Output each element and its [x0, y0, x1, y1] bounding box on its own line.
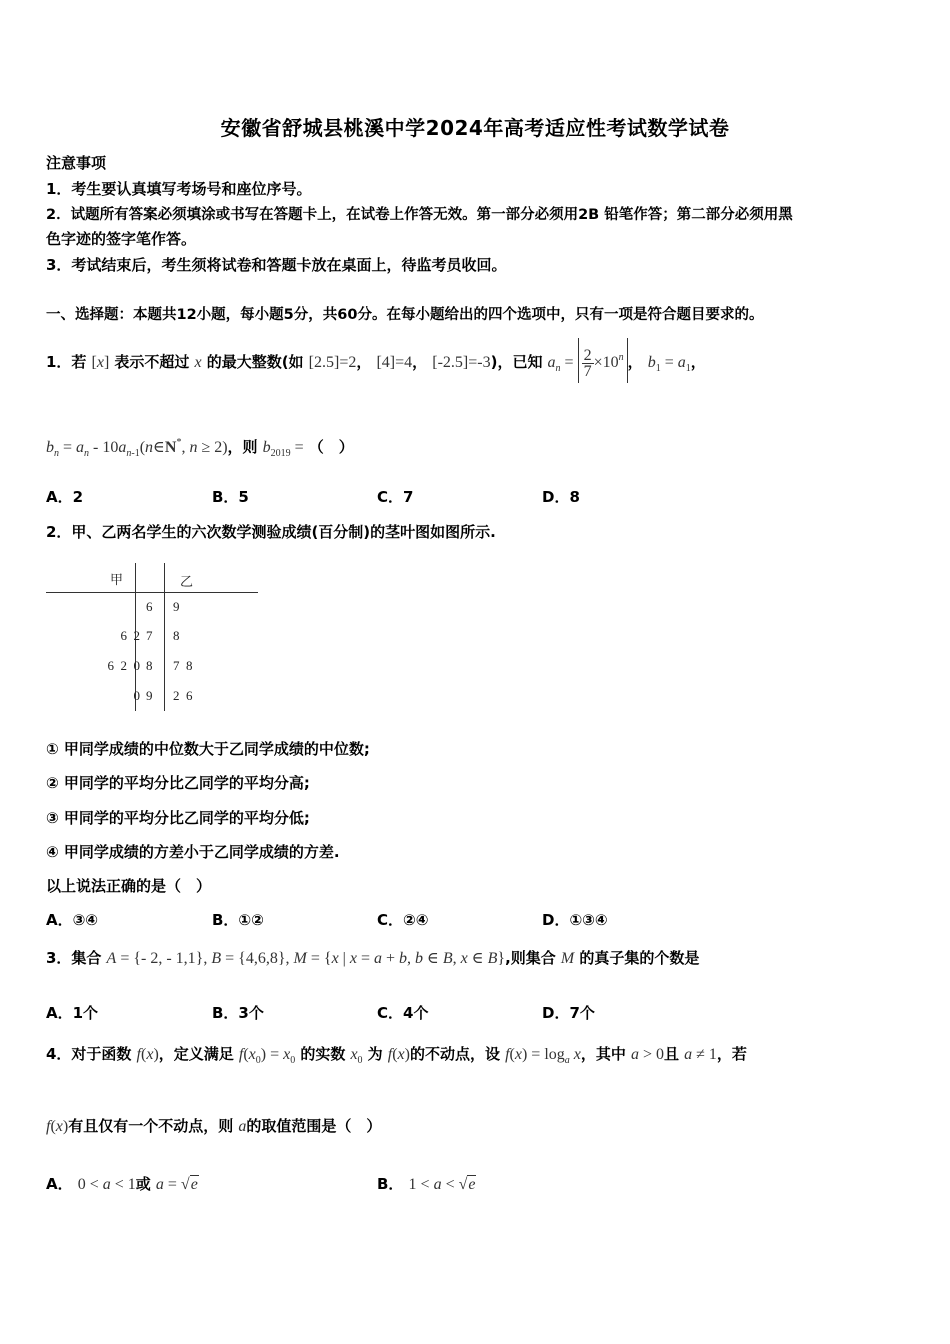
q1-option-b[interactable]: B．5 — [212, 488, 249, 506]
q2-statement-4: ④ 甲同学成绩的方差小于乙同学成绩的方差. — [46, 843, 340, 861]
math-example-1: [2.5]=2 — [308, 354, 357, 371]
math-sets: A = {- 2, - 1,1}, B = {4,6,8}, M = {x | x = a + b, b ∈ B, x ∈ B} — [106, 950, 506, 967]
q2-statement-1: ① 甲同学成绩的中位数大于乙同学成绩的中位数; — [46, 740, 370, 758]
plot-row-4-stem: 9 — [146, 688, 153, 703]
q2-option-a[interactable]: A．③④ — [46, 911, 99, 929]
question-4-line-1: 4．对于函数 f(x)，定义满足 $f(x_0) = x_0$ 的实数 $x_0$ 为 f(x)的不动点，设 $f(x) = \log_a x$，其中 a > 0且 a ≠ 1，若 — [46, 1045, 747, 1066]
q2-option-c[interactable]: C．②④ — [377, 911, 429, 929]
plot-row-4-right: 2 6 — [173, 688, 193, 703]
plot-row-3-stem: 8 — [146, 658, 153, 673]
section-heading: 一、选择题：本题共12小题，每小题5分，共60分。在每小题给出的四个选项中，只有一项是符合题目要求的。 — [46, 307, 764, 323]
q1-option-a[interactable]: A．2 — [46, 488, 84, 506]
page-title: 安徽省舒城县桃溪中学2024年高考适应性考试数学试卷 — [220, 116, 730, 140]
plot-row-2-left: 6 2 — [120, 628, 140, 643]
question-3-stem: 3．集合 A = {- 2, - 1,1}, B = {4,6,8}, M = {x | x = a + b, b ∈ B, x ∈ B},则集合 M 的真子集的个数是 — [46, 949, 700, 967]
q4-option-a[interactable]: A． 0 < a < 1或 a = √e — [46, 1175, 198, 1193]
math-b1: $b_1 = a_1$ — [647, 354, 691, 374]
notice-item-1: 1．考生要认真填写考场号和座位序号。 — [46, 180, 312, 198]
q3-option-a[interactable]: A．1个 — [46, 1004, 99, 1022]
q2-statement-2: ② 甲同学的平均分比乙同学的平均分高; — [46, 774, 310, 792]
q4-option-b[interactable]: B． 1 < a < √e — [377, 1175, 476, 1193]
plot-row-3-right: 7 8 — [173, 658, 193, 673]
math-bn-def: $b_n = a_n$ - $10a_{n-1}(n\in N^*$, n ≥ 2) — [46, 437, 228, 459]
notice-item-2: 2．试题所有答案必须填涂或书写在答题卡上，在试卷上作答无效。第一部分必须用2B 铅笔作答；第二部分必须用黑 — [46, 207, 793, 223]
plot-divider-right — [164, 563, 165, 711]
question-2-stem: 2．甲、乙两名学生的六次数学测验成绩(百分制)的茎叶图如图所示. — [46, 523, 496, 541]
stem-leaf-plot — [46, 563, 258, 713]
plot-row-1-right: 9 — [173, 599, 180, 614]
plot-row-1-stem: 6 — [146, 599, 153, 614]
q3-option-b[interactable]: B．3个 — [212, 1004, 264, 1022]
plot-row-2-stem: 7 — [146, 628, 153, 643]
q2-statement-3: ③ 甲同学的平均分比乙同学的平均分低; — [46, 809, 310, 827]
plot-row-2-right: 8 — [173, 628, 180, 643]
plot-row-3-left: 6 2 0 — [107, 658, 140, 673]
question-1-line-2: $b_n = a_n$ - $10a_{n-1}(n\in N^*$, n ≥ 2)，则 $b_{2019}$ = （ ） — [46, 437, 354, 459]
plot-right-header: 乙 — [180, 574, 194, 589]
question-4-line-2: f(x)有且仅有一个不动点，则 a的取值范围是（ ） — [46, 1117, 382, 1135]
math-floor-x: [x] — [91, 354, 110, 371]
math-an-def: $a_n$ = $\frac{2}{7}$ $\times 10^n$ — [548, 354, 628, 371]
question-1-line-1: 1．若 [x] 表示不超过 x 的最大整数(如 [2.5]=2， [4]=4， [-2.5]=-3)，已知 $a_n$ = $\frac{2}{7}$ $\times 10^n$ ， $b_1 = a_1$， — [46, 338, 706, 378]
notice-heading: 注意事项 — [46, 154, 107, 172]
plot-left-header: 甲 — [110, 572, 124, 587]
math-example-3: [-2.5]=-3 — [432, 354, 491, 371]
math-example-2: [4]=4 — [376, 354, 413, 371]
math-b2019: $b_{2019}$ = — [262, 439, 304, 459]
plot-row-4-left: 0 — [133, 688, 140, 703]
q2-option-b[interactable]: B．①② — [212, 911, 264, 929]
q1-option-d[interactable]: D．8 — [542, 488, 580, 506]
q1-option-c[interactable]: C．7 — [377, 488, 414, 506]
math-log-def: $f(x) = \log_a x$ — [505, 1046, 581, 1066]
notice-item-3: 3．考试结束后，考生须将试卷和答题卡放在桌面上，待监考员收回。 — [46, 256, 507, 274]
notice-item-2-cont: 色字迹的签字笔作答。 — [46, 230, 197, 248]
math-fixed-point: $f(x_0) = x_0$ — [238, 1046, 296, 1066]
q3-option-c[interactable]: C．4个 — [377, 1004, 429, 1022]
q2-prompt: 以上说法正确的是（ ） — [46, 877, 212, 895]
q3-option-d[interactable]: D．7个 — [542, 1004, 595, 1022]
q2-option-d[interactable]: D．①③④ — [542, 911, 608, 929]
plot-header-rule — [46, 592, 258, 593]
